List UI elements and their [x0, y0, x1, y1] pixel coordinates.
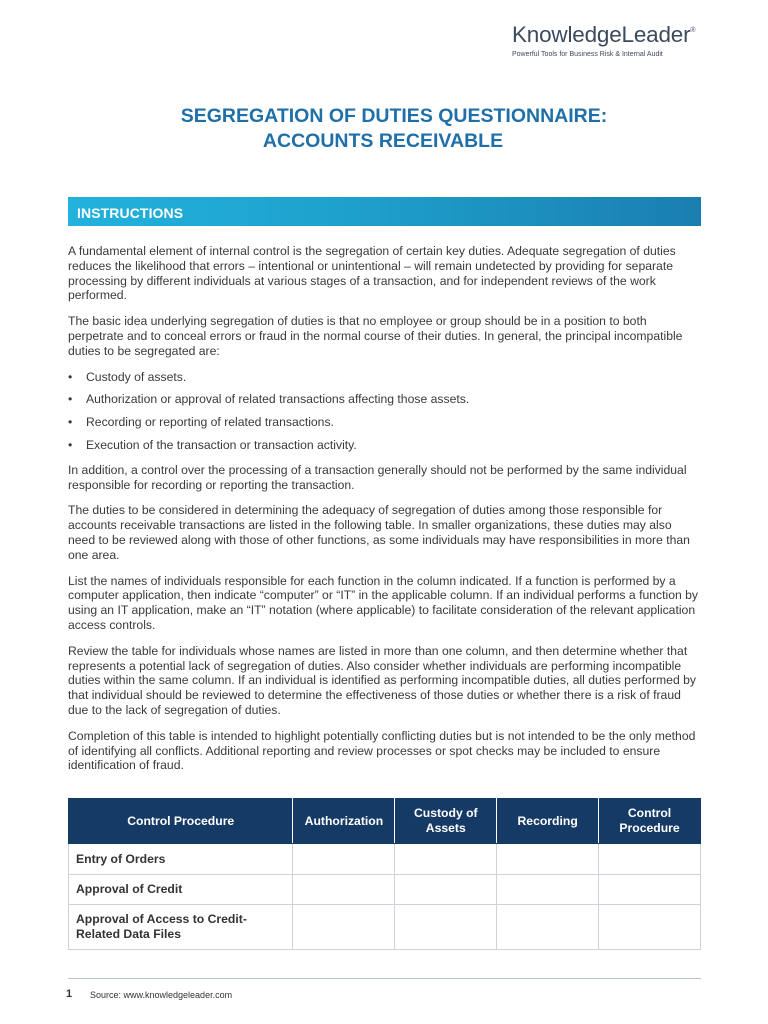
title-line-1: SEGREGATION OF DUTIES QUESTIONNAIRE:	[180, 105, 608, 127]
column-header: Authorization	[293, 799, 395, 844]
table-cell[interactable]	[497, 844, 599, 875]
logo-name: KnowledgeLeader®	[512, 22, 696, 47]
table-cell[interactable]	[395, 844, 497, 875]
logo-tagline: Powerful Tools for Business Risk & Internal Audit	[512, 50, 663, 58]
table-cell[interactable]	[293, 875, 395, 905]
table-cell[interactable]	[293, 905, 395, 950]
table-cell[interactable]	[395, 905, 497, 950]
instructions-body	[68, 244, 702, 784]
paragraph: In addition, a control over the processing of a transaction generally should not be performed by the same individual responsible for recording or reporting the transaction.	[68, 462, 687, 492]
footer-divider	[68, 978, 701, 979]
duties-list	[68, 370, 702, 453]
column-header: Recording	[497, 799, 599, 844]
paragraph: Review the table for individuals whose names are listed in more than one column, and then determine whether that represents a potential lack of segregation of duties. Also consider whether individuals are performing incompatible duties within the same column. If an individual is identified as performing incompatible duties, all duties performed by that individual should be reviewed to determine the effectiveness of those duties or whether there is a risk of fraud due to the lack of segregation of duties.	[68, 643, 696, 717]
row-label: Approval of Credit	[69, 875, 293, 905]
paragraph: The basic idea underlying segregation of duties is that no employee or group should be in a position to both perpetrate and to conceal errors or fraud in the normal course of their duties. In general, the principal incompatible duties to be segregated are:	[68, 314, 683, 358]
table-header-row	[69, 799, 701, 844]
source-line: Source: www.knowledgeleader.com	[90, 990, 233, 1000]
list-item: • Authorization or approval of related transactions affecting those assets.	[68, 392, 702, 407]
instructions-heading: INSTRUCTIONS	[77, 205, 184, 221]
logo	[512, 24, 752, 58]
column-header: Control Procedure	[69, 799, 293, 844]
title-line-2: ACCOUNTS RECEIVABLE	[262, 130, 504, 152]
table-row	[69, 905, 701, 950]
table-cell[interactable]	[599, 844, 701, 875]
row-label: Entry of Orders	[69, 844, 293, 875]
page-number: 1	[66, 988, 73, 1000]
table-cell[interactable]	[395, 875, 497, 905]
paragraph: Completion of this table is intended to highlight potentially conflicting duties but is not intended to be the only method of identifying all conflicts. Additional reporting and review processes or spot checks may be included to ensure identification of fraud.	[68, 728, 696, 773]
paragraph: List the names of individuals responsible for each function in the column indicated. If a function is performed by a computer application, then indicate “computer” or “IT” in the applicable column. If an individual performs a function by using an IT application, make an “IT” notation (where applicable) to facilitate consideration of the relevant application access controls.	[68, 573, 699, 632]
table-cell[interactable]	[497, 875, 599, 905]
paragraph: A fundamental element of internal control is the segregation of certain key duties. Adequate segregation of duties reduces the likelihood that errors – intentional or unintentional – will remain undetected by providing for separate processing by different individuals at various stages of a transaction, and for independent reviews of the work performed.	[68, 244, 676, 303]
table-cell[interactable]	[293, 844, 395, 875]
list-item: • Execution of the transaction or transaction activity.	[68, 438, 702, 453]
table-cell[interactable]	[599, 905, 701, 950]
table-row	[69, 875, 701, 905]
list-item: • Recording or reporting of related transactions.	[68, 415, 702, 430]
row-label: Approval of Access to Credit-Related Data Files	[69, 905, 293, 950]
list-item: • Custody of assets.	[68, 370, 702, 385]
table-cell[interactable]	[497, 905, 599, 950]
paragraph: The duties to be considered in determining the adequacy of segregation of duties among those responsible for accounts receivable transactions are listed in the following table. In smaller organizations, these duties may also need to be reviewed along with those of other functions, as some individuals may have responsibilities in more than one area.	[68, 503, 690, 562]
duties-table	[68, 798, 701, 950]
page-title	[0, 104, 768, 154]
column-header: Control Procedure	[599, 799, 701, 844]
column-header: Custody of Assets	[395, 799, 497, 844]
table-row	[69, 844, 701, 875]
table-cell[interactable]	[599, 875, 701, 905]
instructions-header-bar	[68, 197, 701, 226]
